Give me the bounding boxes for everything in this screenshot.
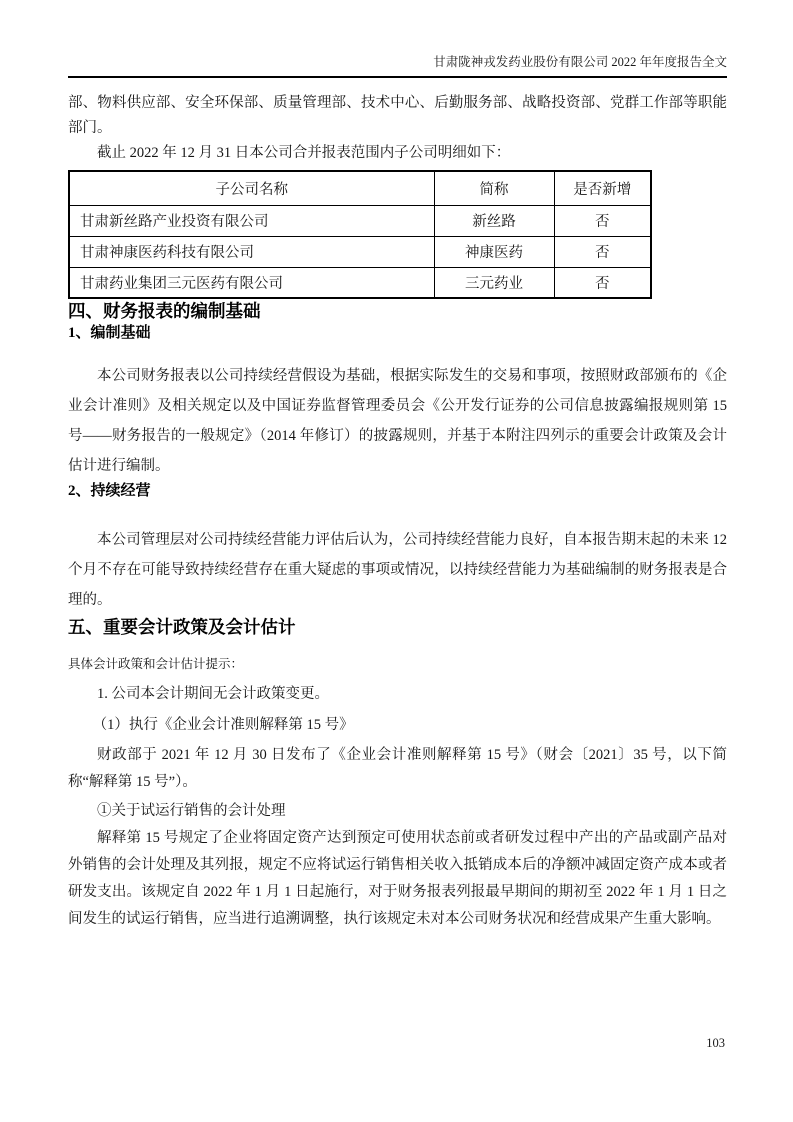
page-header	[68, 54, 727, 78]
subsidiary-short: 三元药业	[434, 267, 554, 298]
subsidiary-name: 甘肃药业集团三元医药有限公司	[69, 267, 434, 298]
section-5-title: 五、重要会计政策及会计估计	[68, 617, 296, 637]
subsidiaries-intro: 截止 2022 年 12 月 31 日本公司合并报表范围内子公司明细如下：	[97, 145, 511, 161]
policy-change-item: 1. 公司本会计期间无会计政策变更。	[97, 686, 329, 702]
interpretation-15-item: （1）执行《企业会计准则解释第 15 号》	[92, 717, 354, 733]
departments-paragraph: 部、物料供应部、安全环保部、质量管理部、技术中心、后勤服务部、战略投资部、党群工作部等职能部门。	[68, 95, 727, 136]
mof-release-paragraph: 财政部于 2021 年 12 月 30 日发布了《企业会计准则解释第 15 号》（财会〔2021〕35 号，以下简称“解释第 15 号”）。	[68, 747, 727, 790]
accounting-policy-note: 具体会计政策和会计估计提示：	[68, 657, 244, 671]
table-row	[69, 267, 651, 298]
interpretation-15-detail-paragraph: 解释第 15 号规定了企业将固定资产达到预定可使用状态前或者研发过程中产出的产品或副产品对外销售的会计处理及其列报，规定不应将试运行销售相关收入抵销成本后的净额冲减固定资产成本或者研发支出。该规定自 2022 年 1 月 1 日起施行，对于财务报表列报最早期间的期初至 2022 年 1 月 1 日之间发生的试运行销售，应当进行追溯调整，执行该规定未对本公司财务状况和经营成果产生重大影响。	[68, 830, 727, 927]
subsidiary-name: 甘肃神康医药科技有限公司	[69, 236, 434, 267]
column-header-is-new: 是否新增	[554, 171, 651, 205]
page-number: 103	[706, 1036, 725, 1050]
subsidiary-name: 甘肃新丝路产业投资有限公司	[69, 205, 434, 236]
going-concern-paragraph: 本公司管理层对公司持续经营能力评估后认为，公司持续经营能力良好，自本报告期末起的未来 12 个月不存在可能导致持续经营存在重大疑虑的事项或情况，以持续经营能力为基础编制的财务报表是合理的。	[68, 532, 727, 608]
section-4-title: 四、财务报表的编制基础	[68, 301, 261, 321]
table-row	[69, 205, 651, 236]
subsidiary-new: 否	[554, 267, 651, 298]
table-header-row	[69, 171, 651, 205]
table-row	[69, 236, 651, 267]
subsidiary-short: 神康医药	[434, 236, 554, 267]
document-body	[68, 91, 727, 933]
subsidiary-new: 否	[554, 205, 651, 236]
subsidiary-new: 否	[554, 236, 651, 267]
trial-run-sales-item: ①关于试运行销售的会计处理	[97, 803, 286, 819]
subsidiaries-table	[68, 170, 652, 299]
section-4-2-title: 2、持续经营	[68, 483, 151, 499]
section-4-1-title: 1、编制基础	[68, 325, 151, 341]
preparation-basis-paragraph: 本公司财务报表以公司持续经营假设为基础，根据实际发生的交易和事项，按照财政部颁布的《企业会计准则》及相关规定以及中国证券监督管理委员会《公开发行证券的公司信息披露编报规则第 15 号——财务报告的一般规定》（2014 年修订）的披露规则，并基于本附注四列示的重要会计政策及会计估计进行编制。	[68, 368, 727, 474]
column-header-short-name: 简称	[434, 171, 554, 205]
column-header-subsidiary-name: 子公司名称	[69, 171, 434, 205]
report-header-title: 甘肃陇神戎发药业股份有限公司 2022 年年度报告全文	[433, 55, 727, 69]
subsidiary-short: 新丝路	[434, 205, 554, 236]
